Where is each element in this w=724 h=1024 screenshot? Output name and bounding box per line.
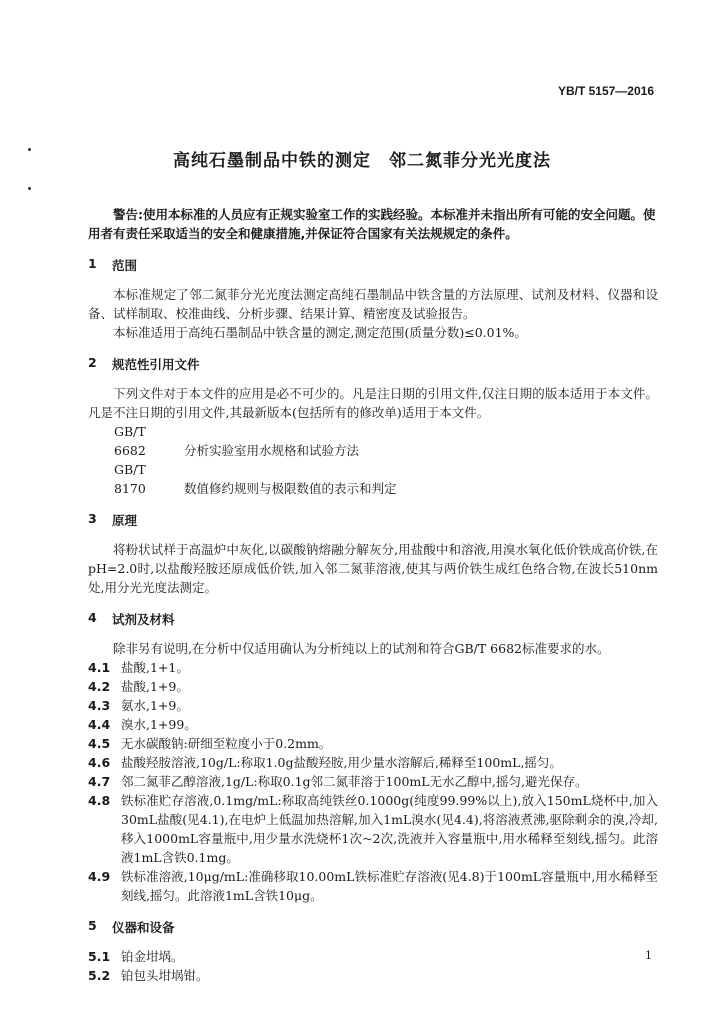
item-text: 邻二氮菲乙醇溶液,1g/L:称取0.1g邻二氮菲溶于100mL无水乙醇中,摇匀,避光保存。 (121, 774, 588, 789)
list-item (88, 658, 658, 677)
warning-text: 警告:使用本标准的人员应有正规实验室工作的实践经验。本标准并未指出所有可能的安全问题。使用者有责任采取适当的安全和健康措施,并保证符合国家有关法规规定的条件。 (88, 207, 656, 241)
paragraph: 本标准适用于高纯石墨制品中铁含量的测定,测定范围(质量分数)≤0.01%。 (113, 325, 527, 340)
item-text: 盐酸羟胺溶液,10g/L:称取1.0g盐酸羟胺,用少量水溶解后,稀释至100mL,摇匀。 (121, 755, 562, 770)
paragraph: 除非另有说明,在分析中仅适用确认为分析纯以上的试剂和符合GB/T 6682标准要求的水。 (113, 641, 610, 656)
item-number: 4.8 (88, 793, 111, 808)
list-item (88, 867, 658, 905)
section-number: 1 (88, 256, 97, 271)
item-text: 盐酸,1+1。 (121, 660, 189, 675)
item-number: 4.3 (88, 698, 111, 713)
section-title: 规范性引用文件 (112, 357, 200, 372)
section-1-heading (88, 256, 658, 274)
reference-title: 分析实验室用水规格和试验方法 (183, 443, 359, 458)
section-2-heading (88, 355, 658, 373)
section-3-heading (88, 511, 658, 529)
section-number: 3 (88, 511, 97, 526)
list-item (88, 966, 658, 985)
item-text: 溴水,1+99。 (121, 717, 197, 732)
item-text: 铁标准溶液,10μg/mL:准确移取10.00mL铁标准贮存溶液(见4.8)于100mL容量瓶中,用水稀释至刻线,摇匀。此溶液1mL含铁10μg。 (121, 869, 658, 903)
list-item (88, 753, 658, 772)
section-title: 范围 (112, 258, 138, 273)
list-item (88, 734, 658, 753)
section-title: 试剂及材料 (112, 612, 175, 627)
list-item (88, 791, 658, 867)
item-text: 铂金坩埚。 (121, 949, 184, 964)
paragraph: 将粉状试样于高温炉中灰化,以碳酸钠熔融分解灰分,用盐酸中和溶液,用溴水氧化低价铁成高价铁,在pH=2.0时,以盐酸羟胺还原成低价铁,加入邻二氮菲溶液,使其与两价铁生成红色络合物,在波长510nm处,用分光光度法测定。 (88, 542, 658, 595)
list-item (88, 772, 658, 791)
item-number: 4.2 (88, 679, 111, 694)
section-number: 5 (88, 918, 97, 933)
reference-item (88, 422, 658, 460)
standard-code: YB/T 5157—2016 (557, 84, 654, 98)
section-4-heading (88, 610, 658, 628)
section-5-heading (88, 918, 658, 936)
section-title: 仪器和设备 (112, 920, 175, 935)
list-item (88, 677, 658, 696)
section-number: 4 (88, 610, 97, 625)
item-text: 盐酸,1+9。 (121, 679, 189, 694)
item-text: 铁标准贮存溶液,0.1mg/mL:称取高纯铁丝0.1000g(纯度99.99%以上),放入150mL烧杯中,加入30mL盐酸(见4.1),在电炉上低温加热溶解,加入1mL溴水(见4.4),将溶液煮沸,驱除剩余的溴,冷却,移入1000mL容量瓶中,用少量水洗烧杯1次~2次,洗液并入容量瓶中,用水稀释至刻线,摇匀。此溶液1mL含铁0.1mg。 (121, 793, 658, 865)
list-item (88, 715, 658, 734)
reference-title: 数值修约规则与极限数值的表示和判定 (183, 481, 397, 496)
reference-code: GB/T 6682 (114, 424, 146, 458)
item-number: 5.1 (88, 949, 111, 964)
section-number: 2 (88, 355, 97, 370)
item-number: 4.1 (88, 660, 111, 675)
item-number: 5.2 (88, 968, 111, 983)
list-item (88, 696, 658, 715)
reference-code: GB/T 8170 (114, 462, 146, 496)
item-number: 4.7 (88, 774, 111, 789)
item-number: 4.5 (88, 736, 111, 751)
item-text: 氨水,1+9。 (121, 698, 189, 713)
paragraph: 本标准规定了邻二氮菲分光光度法测定高纯石墨制品中铁含量的方法原理、试剂及材料、仪器和设备、试样制取、校准曲线、分析步骤、结果计算、精密度及试验报告。 (88, 287, 658, 321)
document-title: 高纯石墨制品中铁的测定 邻二氮菲分光光度法 (173, 151, 551, 171)
reference-item (88, 460, 658, 498)
item-number: 4.9 (88, 869, 111, 884)
item-text: 无水碳酸钠:研细至粒度小于0.2mm。 (121, 736, 332, 751)
section-title: 原理 (112, 513, 138, 528)
margin-mark (28, 187, 31, 190)
paragraph: 下列文件对于本文件的应用是必不可少的。凡是注日期的引用文件,仅注日期的版本适用于本文件。凡是不注日期的引用文件,其最新版本(包括所有的修改单)适用于本文件。 (88, 386, 658, 420)
list-item (88, 947, 658, 966)
document-body (88, 205, 658, 985)
item-text: 铂包头坩埚钳。 (121, 968, 209, 983)
item-number: 4.6 (88, 755, 111, 770)
item-number: 4.4 (88, 717, 111, 732)
page-number: 1 (645, 949, 652, 962)
